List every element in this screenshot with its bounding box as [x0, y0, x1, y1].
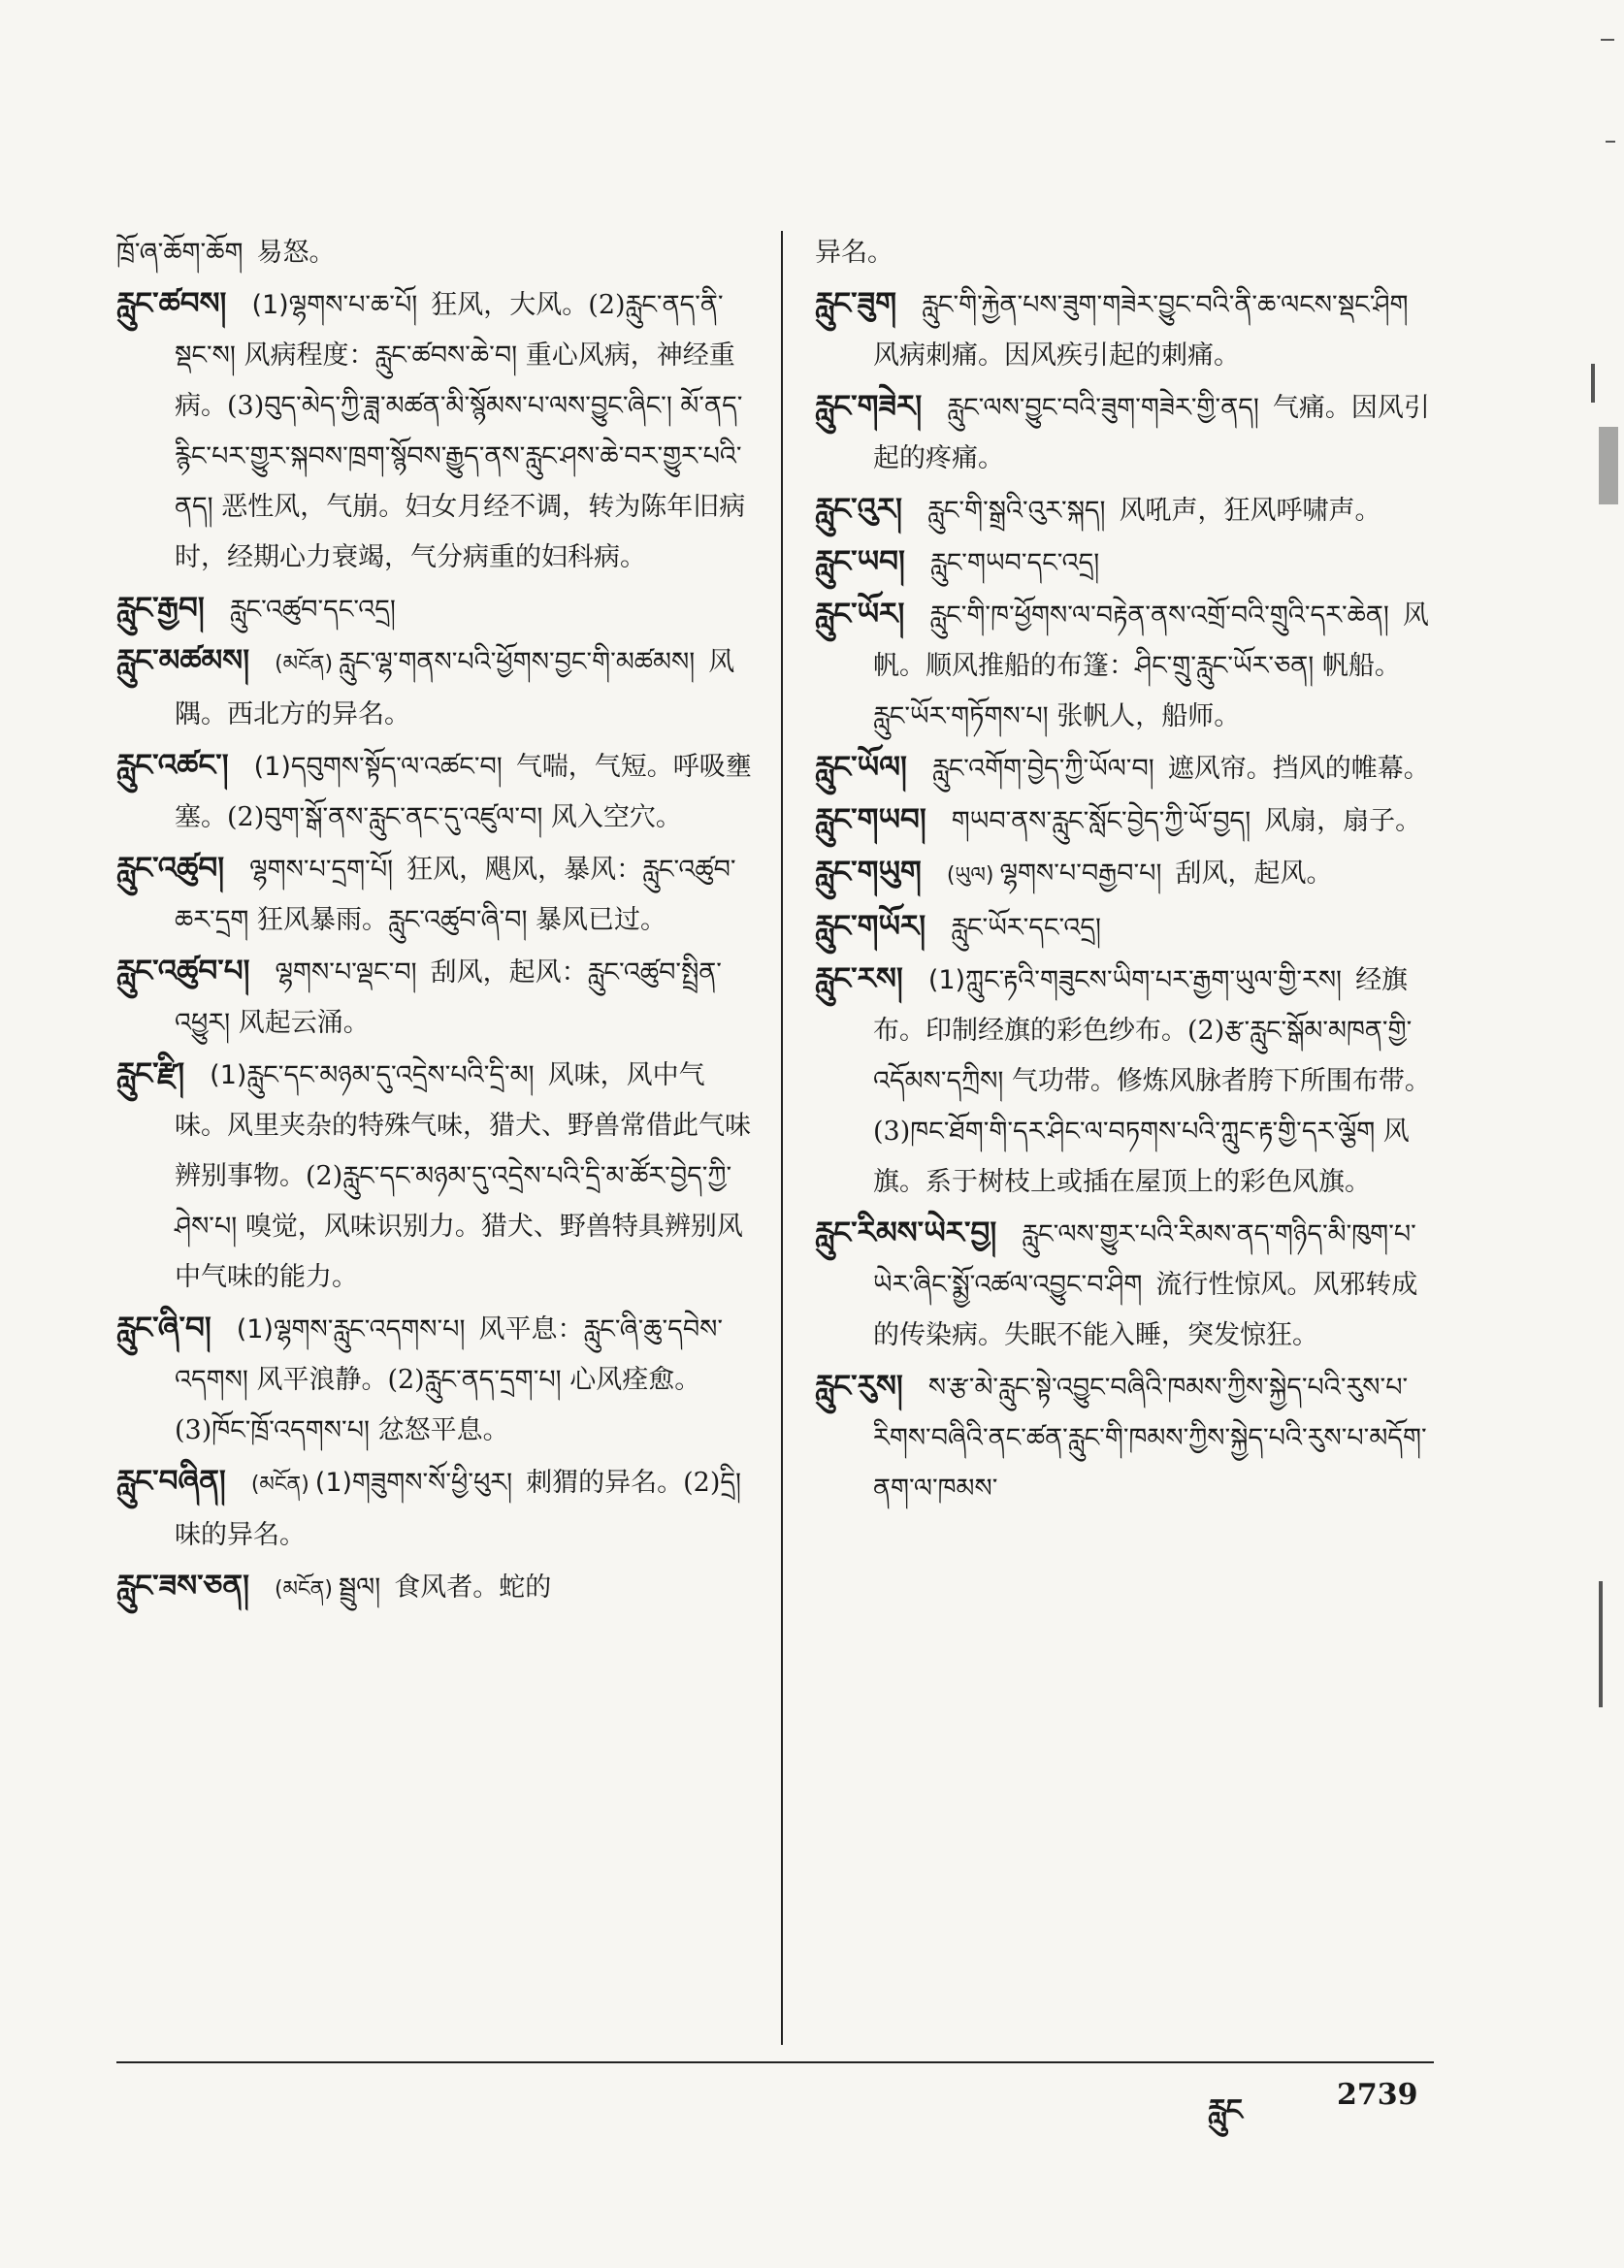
entry-chinese-gloss: 风帆。顺风推船的布篷：ཤིང་གྲུ་རླུང་ཡོར་ཅན། 帆船。རླུང་ཡོར་གཏོགས་པ། 张帆人，船师。 [873, 600, 1429, 731]
entry-chinese-gloss: 经旗布。印制经旗的彩色纱布。(2)རྩ་རླུང་སྒོམ་མཁན་གྱི་འདོམས་དཀྲིས། 气功带。修炼风脉者胯下所围布带。(3)ཁང་ཐོག་གི་དར་ཤིང་ལ་བཏགས་པའི་ཀླུང་རྟ་གྱི་དར་ལྕོག 风旗。系于树枝上或插在屋顶上的彩色风旗。 [873, 965, 1431, 1197]
entry-headword: རླུང་ཡོལ། [815, 750, 907, 785]
entry-headword: རླུང་འཚང་། [116, 748, 229, 783]
entry-headword: རླུང་རྫི། [116, 1056, 185, 1091]
dictionary-entry [815, 847, 1436, 901]
entry-chinese-gloss: 风平息：རླུང་ཞི་ཆུ་དབེས་འདགས། 风平浪静。(2)རླུང་ནད་དྲག་པ། 心风痊愈。(3)ཁོང་ཁྲོ་འདགས་པ། 忿怒平息。 [175, 1314, 724, 1445]
entry-label-marker: (མངོན) [274, 1577, 333, 1602]
scan-edge-mark [1591, 364, 1595, 403]
dictionary-entry [116, 1303, 757, 1456]
entry-chinese-gloss: 风隅。西北方的异名。 [175, 647, 735, 729]
entry-label-marker: (ཡུལ) [946, 863, 994, 888]
entry-tibetan-definition: རླུང་གཡབ་དང་འདྲ། [929, 548, 1100, 578]
running-head: རླུང [1208, 2093, 1243, 2127]
footer-rule [116, 2061, 1434, 2063]
dictionary-entry [116, 1456, 757, 1561]
entry-tibetan-definition: རླུང་ཡོར་དང་འདྲ། [951, 913, 1102, 943]
entry-chinese-gloss: 遮风帘。挡风的帷幕。 [1167, 754, 1430, 784]
entry-tibetan-definition: (1)རླུང་དང་མཉམ་དུ་འདྲེས་པའི་དྲི་མ། [210, 1060, 535, 1090]
entry-headword: རླུང་འཚུབ་པ། [116, 954, 250, 988]
entry-headword: རླུང་འུར། [815, 492, 903, 527]
entry-headword: རླུང་འཚུབ། [116, 851, 225, 886]
entry-tibetan-definition: རླུང་ལས་གྱུར་པའི་རིམས་ནད་གཉིད་མི་ཁུག་པ་ཡེར་ཞིང་སྨྱོ་འཚལ་འབྱུང་བ་ཤིག [873, 1219, 1416, 1300]
entry-headword: རླུང་མཚམས། [116, 643, 250, 678]
dictionary-entry [116, 1561, 757, 1615]
dictionary-entry [116, 228, 757, 278]
page-number: 2739 [1337, 2078, 1418, 2112]
entry-chinese-gloss: 刮风，起风：རླུང་འཚུབ་སྤྲིན་འཕྱུར། 风起云涌。 [175, 957, 722, 1038]
scan-edge-mark [1606, 141, 1615, 143]
dictionary-entry [815, 794, 1436, 847]
entry-tibetan-definition: རླུང་འཚུབ་དང་འདྲ། [229, 595, 396, 625]
entry-headword: རླུང་ཟས་ཅན། [116, 1569, 249, 1604]
dictionary-entry [815, 484, 1436, 536]
entry-chinese-gloss: 异名。 [815, 238, 893, 268]
entry-chinese-gloss: 狂风，大风。(2)རླུང་ནད་ནི་སྡང་ས། 风病程度：རླུང་ཚབས་ཆེ་བ། 重心风病，神经重病。(3)བུད་མེད་ཀྱི་ཟླ་མཚན་མི་སྙོམས་པ་ལས་བྱུང་ཞིང་། མོ་ནད་རྙིང་པར་གྱུར་སྐབས་ཁྲག་སྙོབས་རྒྱུད་ནས་རླུང་ཤས་ཆེ་བར་གྱུར་པའི་ནད། 恶性风，气崩。妇女月经不调，转为陈年旧病时，经期心力衰竭，气分病重的妇科病。 [175, 290, 746, 572]
column-divider [781, 231, 783, 2045]
entry-headword: རླུང་བཞིན། [116, 1464, 226, 1499]
entry-tibetan-definition: ལྷགས་པ་ལྡང་བ། [275, 957, 417, 988]
entry-headword: རླུང་གཡབ། [815, 802, 926, 837]
entry-tibetan-definition: རླུང་གི་ཁ་ཕྱོགས་ལ་བརྟེན་ནས་འགྲོ་བའི་གྲུའི་དར་ཆེན། [929, 600, 1389, 631]
entry-headword: རླུང་ཟུག [815, 286, 897, 321]
entry-headword: རླུང་ཞི་བ། [116, 1311, 211, 1345]
entry-tibetan-definition: (1)དབུགས་སྟོད་ལ་འཚང་བ། [253, 752, 503, 782]
entry-chinese-gloss: 食风者。蛇的 [394, 1572, 552, 1603]
entry-headword: རླུང་ཡོར། [815, 597, 905, 632]
dictionary-entry [116, 946, 757, 1049]
entry-tibetan-definition: ལྷགས་པ་བརྒྱབ་པ། [999, 859, 1162, 889]
entry-tibetan-definition: རླུང་ལྷ་གནས་པའི་ཕྱོགས་བྱང་གི་མཚམས། [339, 647, 696, 677]
entry-headword: རླུང་གཡུག [815, 855, 922, 890]
entry-tibetan-definition: རླུང་གི་རྐྱེན་པས་ཟུག་གཟེར་བྱུང་བའི་ནི་ཆ་ལངས་སྡང་ཤིག [922, 290, 1409, 320]
dictionary-entry [116, 278, 757, 583]
dictionary-entry [116, 843, 757, 946]
entry-tibetan-definition: (1)གཟུགས་སོ་ཕྱི་ཕུར། [314, 1468, 513, 1498]
entry-tibetan-definition: གཡབ་ནས་རླུང་སློང་བྱེད་ཀྱི་ཡོ་བྱད། [951, 806, 1251, 836]
entry-chinese-gloss: 气喘，气短。呼吸壅塞。(2)བུག་སྒོ་ནས་རླུང་ནང་དུ་འཛུལ་བ། 风入空穴。 [175, 752, 752, 832]
entry-tibetan-definition: ས་རྩ་མེ་རླུང་སྟེ་འབྱུང་བཞིའི་ཁམས་ཀྱིས་སྐྱེད་པའི་རུས་པ་རིགས་བཞིའི་ནང་ཚན་རླུང་གི་ཁམས་ཀྱིས་སྐྱེད་པའི་རུས་པ་མདོག་ནག་ལ་ཁམས་ [873, 1373, 1427, 1504]
entry-tibetan-definition: སྦྲུལ། [338, 1572, 381, 1603]
entry-chinese-gloss: 风吼声，狂风呼啸声。 [1119, 496, 1381, 526]
entry-tibetan-definition: རླུང་འགོག་བྱེད་ཀྱི་ཡོལ་བ། [931, 754, 1154, 784]
dictionary-entry [815, 1361, 1436, 1514]
entry-tibetan-definition: རླུང་གི་སྒྲའི་འུར་སྐད། [927, 496, 1106, 526]
entry-chinese-gloss: 狂风，飓风，暴风：རླུང་འཚུབ་ཆར་དྲག 狂风暴雨。རླུང་འཚུབ་ཞི་བ། 暴风已过。 [175, 855, 736, 935]
entry-tibetan-definition: རླུང་ལས་བྱུང་བའི་ཟུག་གཟེར་གྱི་ནད། [947, 393, 1259, 423]
entry-headword: རླུང་གཟེར། [815, 389, 923, 424]
entry-chinese-gloss: 气痛。因风引起的疼痛。 [873, 393, 1430, 473]
entry-chinese-gloss: 风味，风中气味。风里夹杂的特殊气味，猎犬、野兽常借此气味辨别事物。(2)རླུང་དང་མཉམ་དུ་འདྲེས་པའི་དྲི་མ་ཚོར་བྱེད་ཀྱི་ཤེས་པ། 嗅觉，风味识别力。猎犬、野兽特具辨别风中气味的能力。 [175, 1060, 751, 1292]
entry-headword: རླུང་རིམས་ཡེར་བྱ། [815, 1215, 997, 1250]
entry-chinese-gloss: 风病刺痛。因风疾引起的刺痛。 [873, 340, 1240, 371]
entry-headword: རླུང་རྒྱབ། [116, 591, 205, 626]
entry-tibetan-definition: (1)ལྷགས་པ་ཆ་པོ། [251, 290, 418, 320]
dictionary-entry [815, 742, 1436, 794]
dictionary-entry [116, 635, 757, 740]
entry-chinese-gloss: 流行性惊风。风邪转成的传染病。失眠不能入睡，突发惊狂。 [873, 1270, 1418, 1350]
dictionary-entry [815, 901, 1436, 954]
dictionary-entry [815, 228, 1436, 278]
right-column [815, 228, 1436, 1514]
entry-chinese-gloss: 刺猬的异名。(2)དྲི། 味的异名。 [175, 1468, 741, 1550]
entry-label-marker: (མངོན) [250, 1473, 309, 1497]
dictionary-entry [815, 589, 1436, 742]
entry-chinese-gloss: 刮风，起风。 [1175, 859, 1333, 889]
entry-tibetan-definition: (1)ལྷགས་རླུང་འདགས་པ། [236, 1314, 466, 1345]
scan-edge-mark [1599, 427, 1618, 504]
dictionary-entry [815, 536, 1436, 589]
entry-headword: རླུང་གཡོར། [815, 909, 926, 944]
dictionary-entry [116, 583, 757, 635]
dictionary-entry [815, 1208, 1436, 1361]
dictionary-entry [116, 740, 757, 843]
left-column [116, 228, 757, 1615]
dictionary-entry [116, 1049, 757, 1303]
dictionary-entry [815, 954, 1436, 1208]
entry-tibetan-definition: (1)ཀླུང་རྟའི་གཟུངས་ཡིག་པར་རྒྱག་ཡུལ་གྱི་རས། [927, 965, 1343, 995]
dictionary-entry [815, 278, 1436, 381]
dictionary-entry [815, 381, 1436, 484]
entry-tibetan-definition: ལྷགས་པ་དྲག་པོ། [249, 855, 394, 885]
entry-headword: རླུང་ཚབས། [116, 286, 227, 321]
scan-edge-mark [1601, 39, 1614, 41]
entry-headword: རླུང་ཡབ། [815, 544, 905, 579]
scan-edge-mark [1599, 1581, 1603, 1707]
entry-chinese-gloss: 易怒。 [256, 238, 336, 268]
entry-headword: རླུང་རས། [815, 961, 903, 996]
entry-headword: རླུང་རུས། [815, 1369, 903, 1404]
entry-chinese-gloss: 风扇，扇子。 [1264, 806, 1422, 836]
entry-label-marker: (མངོན) [275, 652, 334, 676]
entry-tibetan-definition: ཁྲོ་ཞ་ཆོག་ཆོག [116, 238, 244, 268]
